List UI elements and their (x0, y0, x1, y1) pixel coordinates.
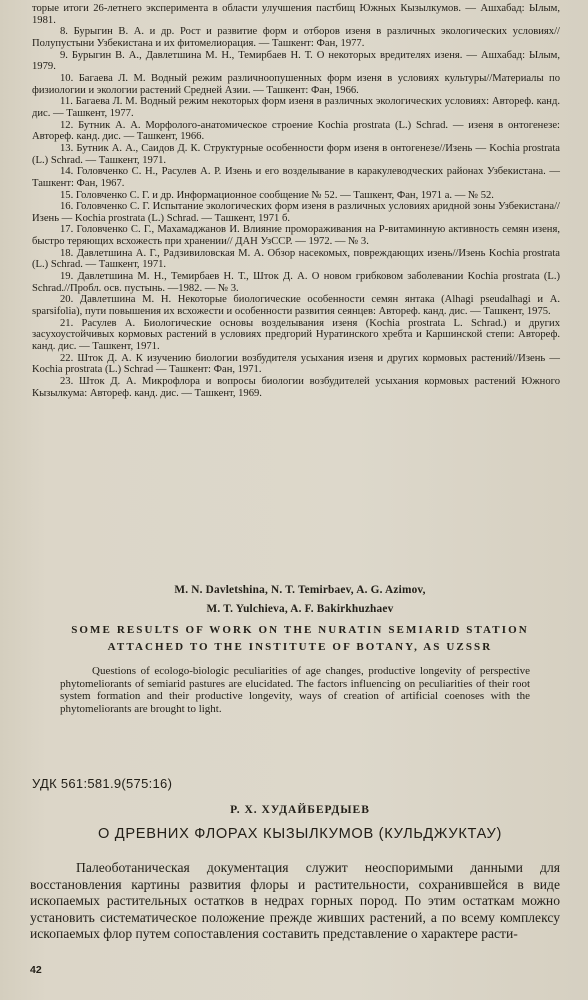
english-title (40, 622, 560, 656)
english-title-line: SOME RESULTS OF WORK ON THE NURATIN SEMIARID STATION (71, 624, 529, 636)
reference-item: 16. Головченко С. Г. Испытание экологических форм изеня в различных условиях аридной зоны Узбекистана//Изень — Kochia prostrata (L.) Schrad. — Ташкент, 1971 б. (32, 201, 560, 224)
article-body (30, 860, 560, 943)
udk-code: УДК 561:581.9(575:16) (32, 776, 173, 791)
reference-item: 15. Головченко С. Г. и др. Информационное сообщение № 52. — Ташкент, Фан, 1971 а. — № 52. (60, 189, 494, 201)
reference-item: 21. Расулев А. Биологические основы возделывания изеня (Kochia prostrata L. Schrad.) и других засухоустойчивых кормовых растений в условиях предгорий Нуратинского хребта и Каршинской степи: Автореф. канд. дис. — Ташкент, 1971. (32, 317, 560, 353)
article-author: Р. Х. ХУДАЙБЕРДЫЕВ (230, 804, 370, 816)
reference-item: 20. Давлетшина М. Н. Некоторые биологические особенности семян янтака (Alhagi pseudalhagi и A. sparsifolia), пути повышения их всхожести и особенности развития сеянцев: Автореф. канд. дис. — Ташкент, 1975. (32, 294, 560, 318)
reference-item: 11. Багаева Л. М. Водный режим некоторых форм изеня в различных экологических условиях: Автореф. канд. дис. — Ташкент, 1977. (32, 96, 560, 119)
reference-item: торые итоги 26-летнего эксперимента в области улучшения пастбищ Южных Кызылкумов. — Ашхабад: Ылым, 1981. (32, 3, 560, 26)
reference-list (32, 3, 560, 399)
reference-item: 22. Шток Д. А. К изучению биологии возбудителя усыхания изеня и других кормовых растений//Изень — Kochia prostrata (L.) Schrad — Ташкент: Фан, 1971. (32, 352, 560, 376)
article-paragraph: Палеоботаническая документация служит неоспоримыми данными для восстановления картины развития флоры и растительности, сохранившейся в виде ископаемых растительных остатков в недрах горных пород. По этим остаткам можно установить систематическое положение прежде живших растений, а по всему комплексу ископаемых флор путем сопоставления составить представление о характере расти- (30, 860, 560, 941)
reference-item: 9. Бурыгин В. А., Давлетшина М. Н., Темирбаев Н. Т. О некоторых вредителях изеня. — Ашхабад: Ылым, 1979. (32, 49, 560, 73)
reference-item: 10. Багаева Л. М. Водный режим различноопушенных форм изеня в условиях культуры//Материалы по физиологии и экологии растений Средней Азии. — Ташкент: Фан, 1966. (32, 72, 560, 96)
english-abstract (60, 665, 530, 715)
page-number: 42 (30, 964, 42, 976)
english-abstract-text: Questions of ecologo-biologic peculiarities of age changes, productive longevity of perspective phytomeliorants of semiarid pastures are elucidated. The factors influencing on peculiarities of their root system formation and their productive longevity, ways of creation of artificial coenoses with the phytomeliorants are brought to light. (60, 665, 530, 715)
english-title-line: ATTACHED TO THE INSTITUTE OF BOTANY, AS UZSSR (107, 641, 493, 653)
english-authors-line: M. N. Davletshina, N. T. Temirbaev, A. G. Azimov, (174, 584, 426, 596)
reference-item: 8. Бурыгин В. А. и др. Рост и развитие форм и отборов изеня в различных экологических условиях//Полупустыни Узбекистана и их фитомелиорация. — Ташкент: Фан, 1977. (32, 26, 560, 49)
reference-item: 23. Шток Д. А. Микрофлора и вопросы биологии возбудителей усыхания кормовых растений Южного Кызылкума: Автореф. канд. дис. — Ташкент, 1969. (32, 376, 560, 399)
english-authors (40, 581, 560, 619)
english-authors-line: M. T. Yulchieva, A. F. Bakirkhuzhaev (206, 603, 394, 615)
article-title: О ДРЕВНИХ ФЛОРАХ КЫЗЫЛКУМОВ (КУЛЬДЖУКТАУ) (97, 826, 503, 842)
reference-item: 17. Головченко С. Г., Махамаджанов И. Влияние промораживания на Р-витаминную активность семян изеня, быстро теряющих всхожесть при хранении// ДАН УзССР. — 1972. — № 3. (32, 224, 560, 248)
reference-item: 14. Головченко С. Н., Расулев А. Р. Изень и его возделывание в каракулеводческих районах Узбекистана. — Ташкент: Фан, 1967. (32, 166, 560, 189)
reference-item: 13. Бутник А. А., Саидов Д. К. Структурные особенности форм изеня в онтогенезе//Изень — Kochia prostrata (L.) Schrad. — Ташкент, 1971. (32, 142, 560, 166)
reference-item: 19. Давлетшина М. Н., Темирбаев Н. Т., Шток Д. А. О новом грибковом заболевании Kochia prostrata (L.) Schrad.//Пробл. осв. пустынь. —1982. — № 3. (32, 271, 560, 294)
reference-item: 12. Бутник А. А. Морфолого-анатомическое строение Kochia prostrata (L.) Schrad. — изеня в онтогенезе: Автореф. канд. дис. — Ташкент, 1966. (32, 119, 560, 143)
reference-item: 18. Давлетшина А. Г., Радзивиловская М. А. Обзор насекомых, повреждающих изень//Изень Kochia prostrata (L.) Schrad. — Ташкент, 1971. (32, 247, 560, 271)
